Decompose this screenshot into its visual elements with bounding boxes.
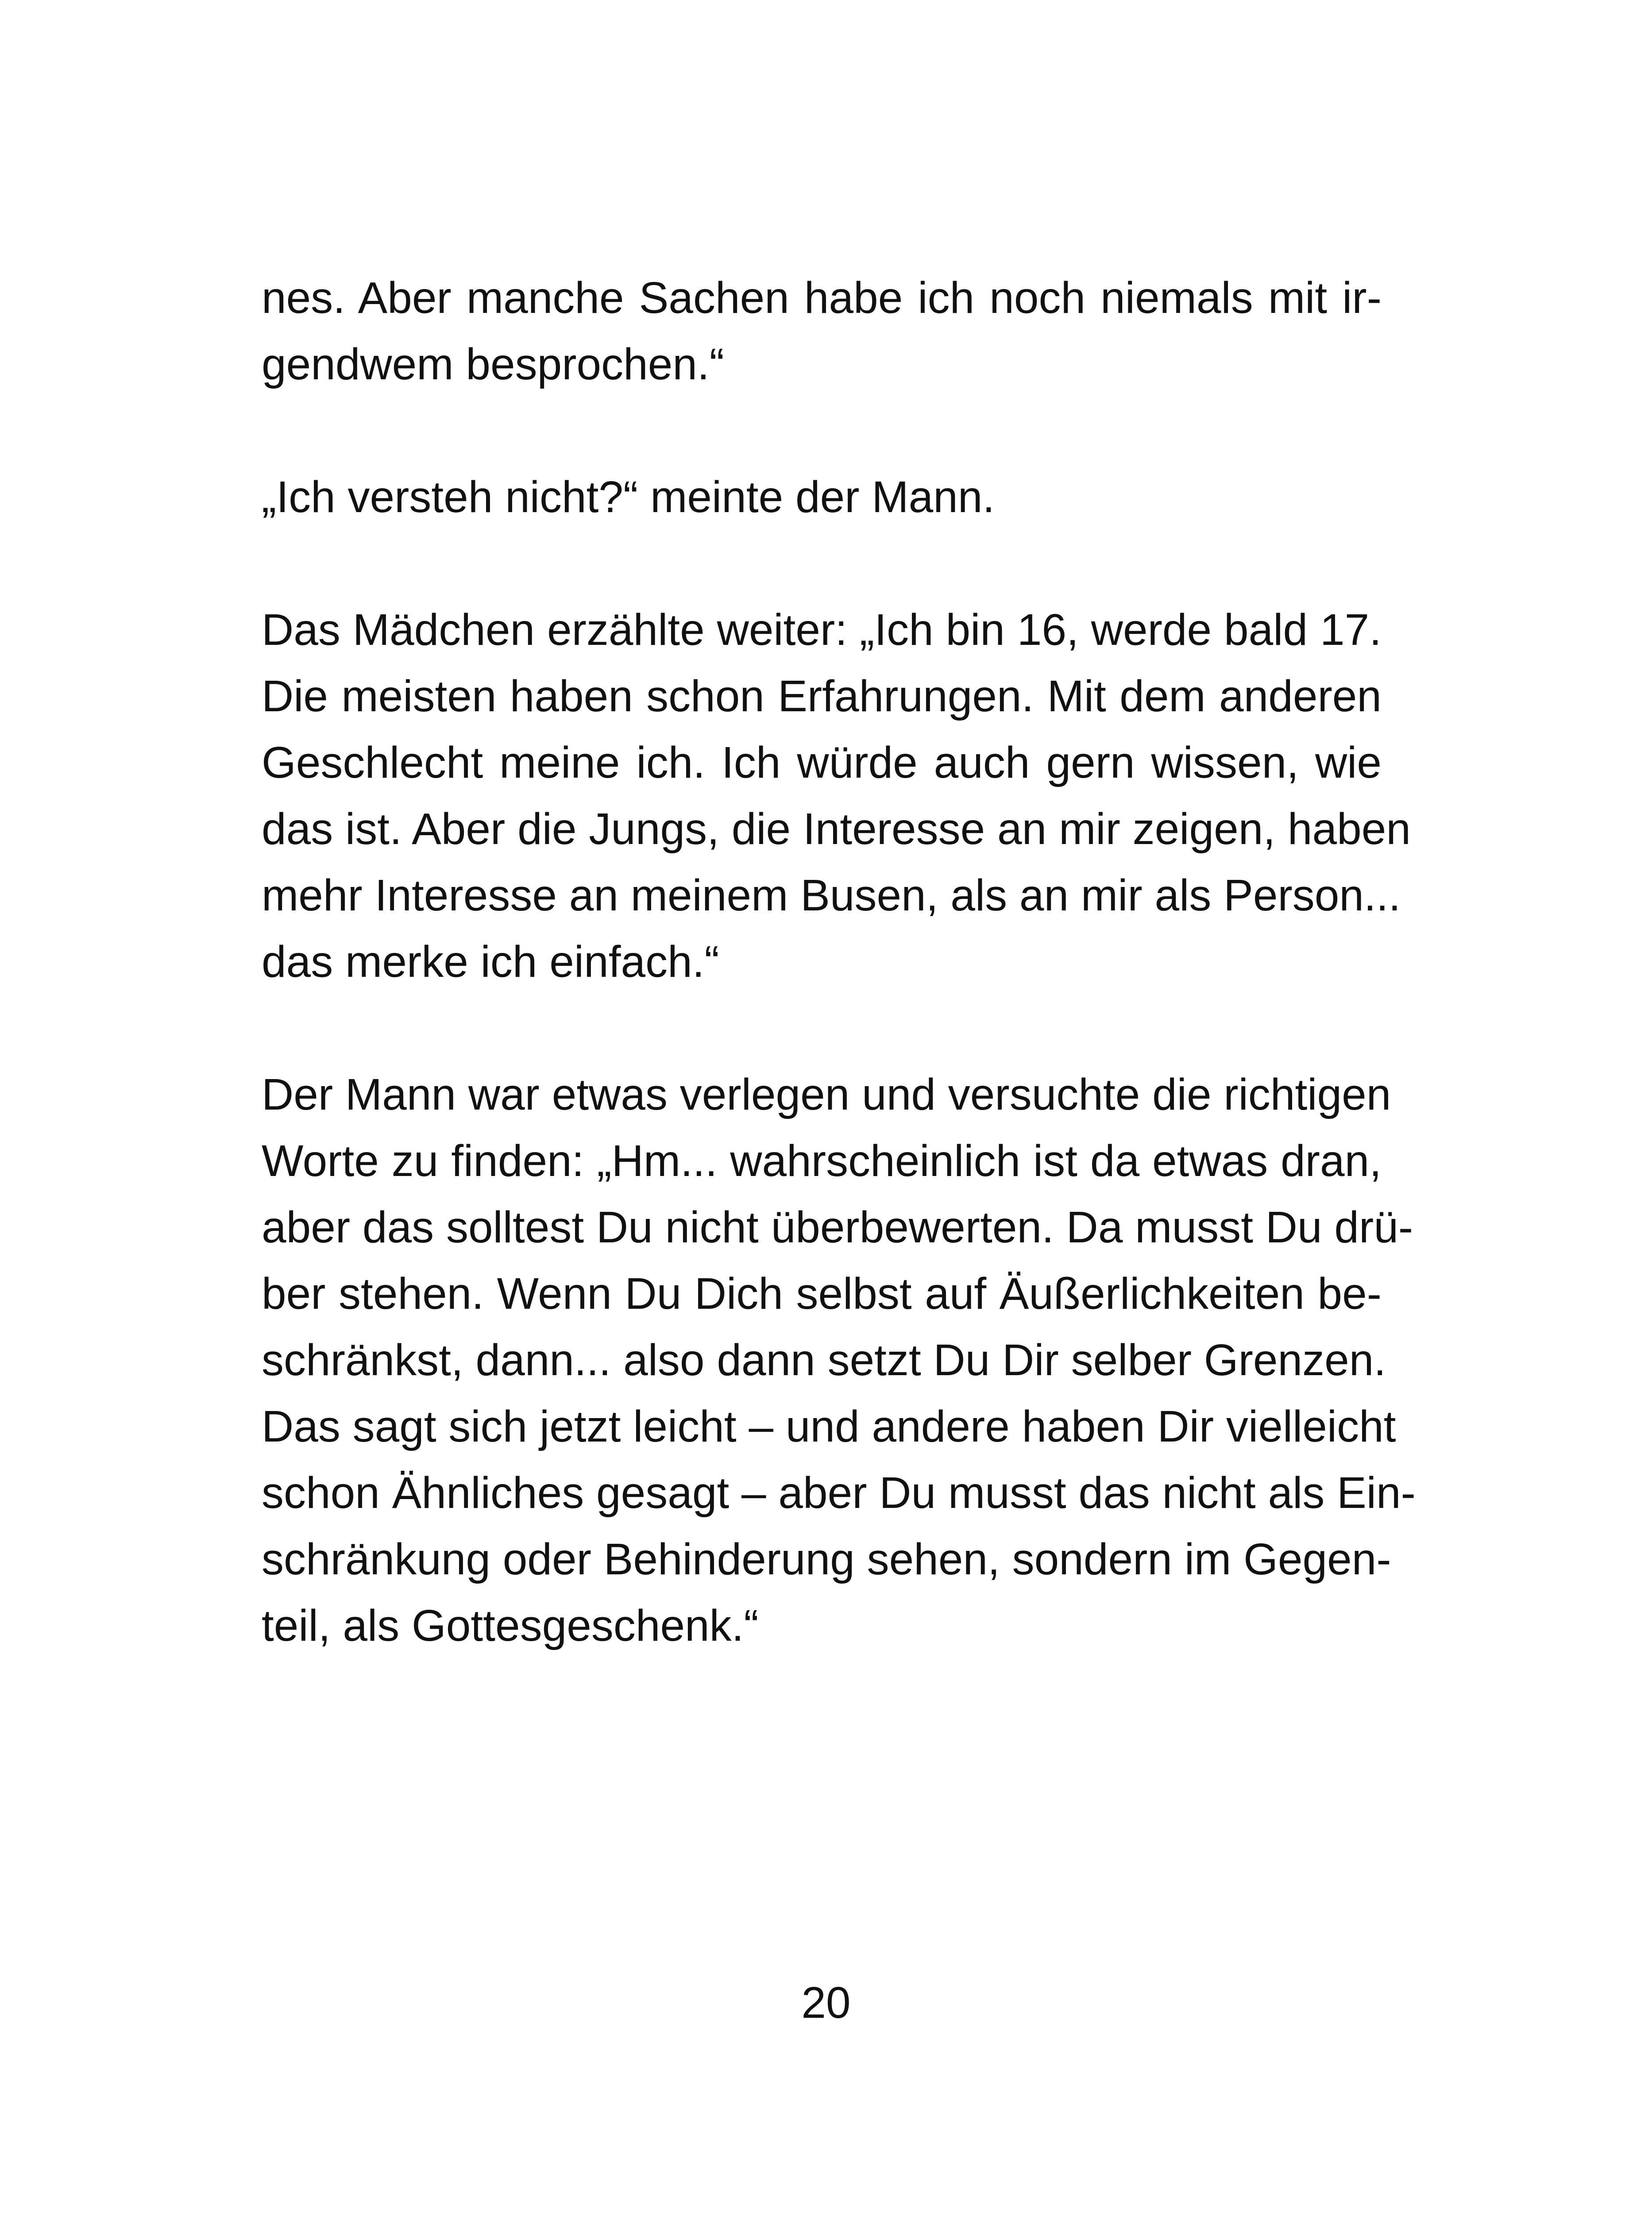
text-line: Das Mädchen erzählte weiter: „Ich bin 16, werde bald 17.: [262, 605, 1382, 655]
paragraph-gap: [262, 397, 1382, 464]
paragraph: [262, 1061, 1416, 1659]
text-line: ber stehen. Wenn Du Dich selbst auf Äußerlichkeiten be-: [262, 1269, 1382, 1319]
paragraph: [262, 265, 1382, 397]
text-line: Der Mann war etwas verlegen und versuchte die richtigen: [262, 1070, 1391, 1119]
text-line: das merke ich einfach.“: [262, 937, 719, 987]
paragraph: [262, 597, 1411, 995]
text-line: Worte zu finden: „Hm... wahrscheinlich ist da etwas dran,: [262, 1136, 1382, 1186]
body-text: [262, 265, 1416, 1659]
paragraph-gap: [262, 530, 1382, 597]
text-line: „Ich versteh nicht?“ meinte der Mann.: [262, 472, 995, 522]
paragraph-gap: [262, 995, 1382, 1061]
text-line: teil, als Gottesgeschenk.“: [262, 1601, 759, 1650]
text-line: Geschlecht meine ich. Ich würde auch gern wissen, wie: [262, 738, 1382, 787]
text-line: nes. Aber manche Sachen habe ich noch niemals mit ir-: [262, 273, 1382, 323]
text-line: mehr Interesse an meinem Busen, als an mir als Person...: [262, 871, 1401, 920]
text-line: schon Ähnliches gesagt – aber Du musst das nicht als Ein-: [262, 1468, 1416, 1518]
text-line: schränkung oder Behinderung sehen, sondern im Gegen-: [262, 1534, 1391, 1584]
paragraph: [262, 464, 1382, 530]
text-line: aber das solltest Du nicht überbewerten. Da musst Du drü-: [262, 1203, 1413, 1252]
text-line: Die meisten haben schon Erfahrungen. Mit dem anderen: [262, 671, 1382, 721]
text-line: Das sagt sich jetzt leicht – und andere haben Dir vielleicht: [262, 1402, 1396, 1451]
text-line: gendwem besprochen.“: [262, 339, 725, 389]
text-line: das ist. Aber die Jungs, die Interesse an mir zeigen, haben: [262, 804, 1411, 854]
text-line: schränkst, dann... also dann setzt Du Dir selber Grenzen.: [262, 1335, 1386, 1385]
page-number: 20: [801, 1978, 851, 2028]
